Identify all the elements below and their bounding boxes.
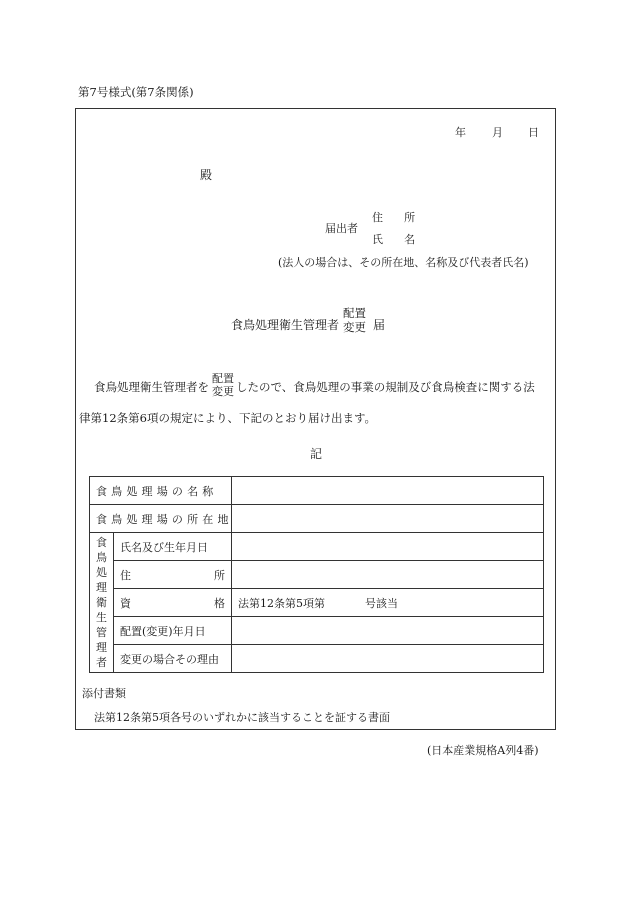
date-day-label: 日 <box>528 126 539 139</box>
qualification-label <box>114 589 232 617</box>
manager-group-text <box>96 535 107 670</box>
ki-heading: 記 <box>310 447 323 461</box>
qualification-text-b: 号該当 <box>365 596 399 610</box>
manager-group-char: 食 <box>96 536 107 549</box>
details-table <box>89 476 544 673</box>
facility-name-label: 食鳥処理場の名称 <box>90 477 232 505</box>
manager-group-char: 処 <box>96 566 107 579</box>
body-line1-suffix: したので、食鳥処理の事業の規制及び食鳥検査に関する法 <box>236 380 535 394</box>
title-option-assign: 配置 <box>343 306 366 320</box>
document-title: 食鳥処理衛生管理者 <box>231 318 340 332</box>
table-row <box>90 505 544 533</box>
qualification-text-a: 法第12条第5項第 <box>238 596 326 610</box>
notifier-name-label: 氏 名 <box>372 233 424 246</box>
date-year-label: 年 <box>455 126 466 139</box>
address-field[interactable] <box>232 561 544 589</box>
manager-group-char: 者 <box>96 656 107 669</box>
corporate-note: (法人の場合は、その所在地、名称及び代表者氏名) <box>278 256 529 269</box>
change-reason-field[interactable] <box>232 645 544 673</box>
body-option-assign: 配置 <box>212 372 234 385</box>
address-label-b: 所 <box>214 568 226 582</box>
manager-group-char: 生 <box>96 611 107 624</box>
table-row <box>90 617 544 645</box>
facility-name-field[interactable] <box>232 477 544 505</box>
assign-date-label: 配置(変更)年月日 <box>114 617 232 645</box>
change-reason-label: 変更の場合その理由 <box>114 645 232 673</box>
facility-location-label: 食鳥処理場の所在地 <box>90 505 232 533</box>
table-row <box>90 533 544 561</box>
attachment-item: 法第12条第5項各号のいずれかに該当することを証する書面 <box>94 711 390 724</box>
manager-group-char: 管 <box>96 626 107 639</box>
title-option-stack <box>343 306 366 334</box>
notifier-label: 届出者 <box>325 222 358 235</box>
address-label <box>114 561 232 589</box>
attachment-heading: 添付書類 <box>82 687 126 700</box>
manager-group-char: 鳥 <box>96 551 107 564</box>
form-number: 第7号様式(第7条関係) <box>78 85 194 99</box>
body-option-stack <box>212 372 234 398</box>
manager-group-char: 理 <box>96 641 107 654</box>
title-suffix: 届 <box>373 318 386 332</box>
qualification-field[interactable] <box>232 589 544 617</box>
table-row <box>90 645 544 673</box>
table-row <box>90 477 544 505</box>
name-birth-field[interactable] <box>232 533 544 561</box>
jis-size-note: (日本産業規格A列4番) <box>427 744 539 757</box>
notifier-address-label: 住 所 <box>372 211 424 224</box>
table-row <box>90 589 544 617</box>
date-month-label: 月 <box>492 126 503 139</box>
table-row <box>90 561 544 589</box>
facility-location-field[interactable] <box>232 505 544 533</box>
address-label-a: 住 <box>120 568 131 582</box>
body-line1-prefix: 食鳥処理衛生管理者を <box>94 380 209 394</box>
qualification-label-b: 格 <box>214 596 226 610</box>
qualification-label-a: 資 <box>120 596 131 610</box>
body-option-change: 変更 <box>212 385 234 398</box>
title-option-change: 変更 <box>343 320 366 334</box>
manager-group-label <box>90 533 114 673</box>
name-birth-label: 氏名及び生年月日 <box>114 533 232 561</box>
manager-group-char: 衛 <box>96 596 107 609</box>
manager-group-char: 理 <box>96 581 107 594</box>
body-line2: 律第12条第6項の規定により、下記のとおり届け出ます。 <box>79 411 377 425</box>
addressee-suffix: 殿 <box>200 168 213 182</box>
assign-date-field[interactable] <box>232 617 544 645</box>
